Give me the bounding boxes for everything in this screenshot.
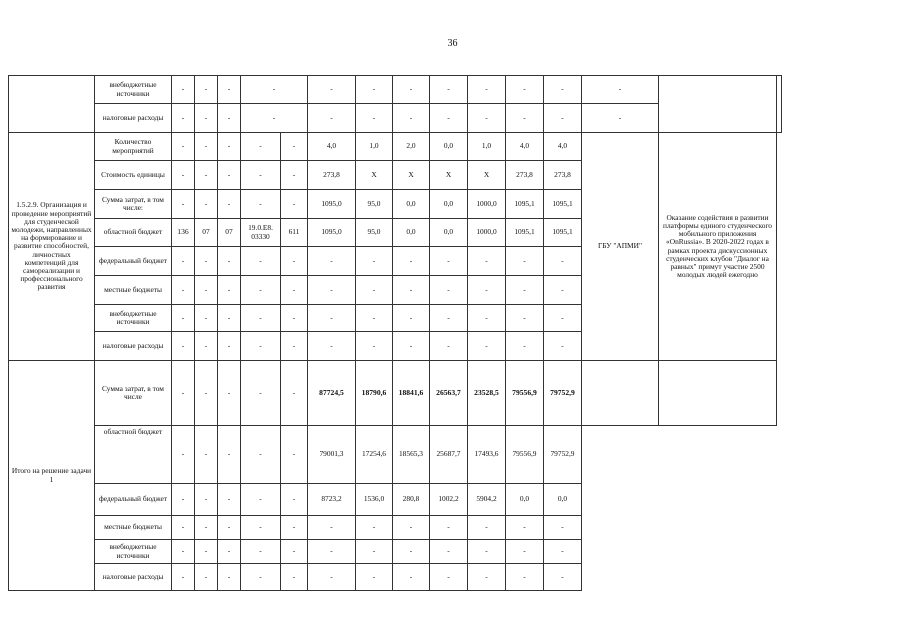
table-cell: -: [195, 104, 218, 133]
table-cell: -: [241, 76, 308, 104]
table-cell: 0,0: [430, 133, 468, 161]
activity-name: 1.5.2.9. Организация и проведение мероприятий для студенческой молодежи, направленных на формирование и развитие способностей, личностных компетенций для самореализации и профессионального развития: [9, 133, 95, 361]
table-cell: -: [281, 484, 308, 516]
table-cell: 280,8: [393, 484, 430, 516]
table-cell: -: [468, 540, 506, 564]
table-cell: -: [356, 332, 393, 361]
table-cell: -: [356, 564, 393, 591]
table-cell: -: [468, 76, 506, 104]
indicator-cell: Стоимость единицы: [95, 161, 172, 190]
table-cell: -: [281, 564, 308, 591]
table-cell: 79752,9: [544, 426, 582, 484]
table-cell: -: [195, 332, 218, 361]
table-cell: -: [218, 76, 241, 104]
table-cell: 1002,2: [430, 484, 468, 516]
table-row: [9, 133, 782, 161]
table-cell: -: [241, 305, 281, 332]
table-cell: -: [172, 484, 195, 516]
table-cell: -: [281, 247, 308, 276]
table-cell: -: [241, 484, 281, 516]
table-cell: -: [241, 564, 281, 591]
table-cell: -: [430, 540, 468, 564]
table-cell: 95,0: [356, 219, 393, 247]
table-cell: -: [281, 133, 308, 161]
table-cell: -: [172, 161, 195, 190]
table-cell: -: [308, 276, 356, 305]
table-cell: -: [356, 76, 393, 104]
table-cell: -: [356, 276, 393, 305]
table-cell: -: [506, 76, 544, 104]
indicator-cell: Сумма затрат, в том числе: [95, 361, 172, 426]
table-cell: -: [582, 104, 659, 133]
result-cell: Оказание содействия в развитии платформы единого студенческого мобильного приложения «OnRussia». В 2020-2022 годах в рамках проекта дискуссионных студенческих клубов "Диалог на равных" примут участие 2500 молодых людей ежегодно: [659, 133, 777, 361]
table-cell: 87724,5: [308, 361, 356, 426]
table-cell: 1095,1: [506, 219, 544, 247]
table-cell: -: [393, 540, 430, 564]
table-cell: 273,8: [544, 161, 582, 190]
table-cell: -: [506, 332, 544, 361]
table-cell: 4,0: [308, 133, 356, 161]
indicator-cell: внебюджетные источники: [95, 540, 172, 564]
table-cell: -: [172, 190, 195, 219]
table-cell: -: [172, 76, 195, 104]
indicator-cell: местные бюджеты: [95, 516, 172, 540]
table-cell: -: [195, 276, 218, 305]
table-cell: -: [241, 426, 281, 484]
indicator-cell: налоговые расходы: [95, 104, 172, 133]
table-cell: 0,0: [430, 190, 468, 219]
table-cell: -: [393, 564, 430, 591]
table-cell: 95,0: [356, 190, 393, 219]
table-cell: -: [172, 104, 195, 133]
table-cell: Х: [393, 161, 430, 190]
table-cell: -: [356, 247, 393, 276]
table-cell: -: [172, 361, 195, 426]
table-row: [9, 76, 782, 104]
table-cell: -: [356, 516, 393, 540]
table-cell: -: [468, 516, 506, 540]
table-cell: -: [218, 247, 241, 276]
table-cell: -: [195, 247, 218, 276]
table-cell: 17254,6: [356, 426, 393, 484]
table-cell: -: [544, 104, 582, 133]
table-cell: -: [308, 516, 356, 540]
table-cell: -: [172, 133, 195, 161]
table-cell: -: [281, 516, 308, 540]
indicator-cell: федеральный бюджет: [95, 484, 172, 516]
table-cell: 1000,0: [468, 219, 506, 247]
table-cell: -: [241, 104, 308, 133]
table-cell: -: [195, 484, 218, 516]
table-cell: -: [393, 516, 430, 540]
table-cell: -: [218, 484, 241, 516]
table-cell: -: [506, 104, 544, 133]
table-cell: -: [430, 76, 468, 104]
table-cell: -: [195, 540, 218, 564]
table-cell: -: [544, 305, 582, 332]
table-cell: -: [308, 76, 356, 104]
table-cell: -: [195, 516, 218, 540]
table-cell: -: [281, 190, 308, 219]
indicator-cell: внебюджетные источники: [95, 76, 172, 104]
table-cell: -: [172, 247, 195, 276]
name-cell-empty: [9, 76, 95, 133]
table-cell: 1095,1: [544, 190, 582, 219]
table-cell: -: [195, 305, 218, 332]
table-cell: -: [281, 332, 308, 361]
result-cell-empty: [659, 361, 777, 426]
table-cell: -: [544, 564, 582, 591]
table-cell: 25687,7: [430, 426, 468, 484]
table-cell: -: [430, 516, 468, 540]
table-cell: -: [241, 161, 281, 190]
table-cell: -: [241, 540, 281, 564]
table-cell: -: [241, 276, 281, 305]
table-cell: -: [308, 564, 356, 591]
table-cell: -: [430, 247, 468, 276]
table-cell: -: [544, 332, 582, 361]
table-cell: -: [393, 305, 430, 332]
table-cell: 79752,9: [544, 361, 582, 426]
table-cell: -: [281, 305, 308, 332]
table-cell: -: [195, 161, 218, 190]
table-cell: -: [393, 332, 430, 361]
table-cell: -: [195, 190, 218, 219]
table-cell: 1,0: [468, 133, 506, 161]
table-cell: 5904,2: [468, 484, 506, 516]
table-cell: -: [506, 276, 544, 305]
table-cell: -: [241, 133, 281, 161]
table-cell: -: [582, 76, 659, 104]
table-cell: 18790,6: [356, 361, 393, 426]
table-cell: 07: [218, 219, 241, 247]
table-cell: 79556,9: [506, 361, 544, 426]
table-cell: Х: [356, 161, 393, 190]
table-cell: -: [468, 564, 506, 591]
table-cell: -: [172, 426, 195, 484]
table-cell: -: [506, 247, 544, 276]
result-cell-empty: [777, 76, 782, 133]
table-cell: -: [308, 305, 356, 332]
table-cell: -: [241, 361, 281, 426]
table-cell: -: [468, 104, 506, 133]
table-cell: -: [172, 564, 195, 591]
table-cell: 1536,0: [356, 484, 393, 516]
table-cell: -: [308, 104, 356, 133]
table-cell: -: [241, 247, 281, 276]
table-cell: 1095,1: [506, 190, 544, 219]
table-cell: -: [468, 305, 506, 332]
table-cell: -: [218, 426, 241, 484]
budget-table: [8, 75, 782, 591]
table-cell: -: [241, 516, 281, 540]
table-cell: -: [430, 276, 468, 305]
table-cell: -: [241, 190, 281, 219]
table-cell: -: [218, 361, 241, 426]
table-cell: 23528,5: [468, 361, 506, 426]
table-cell: -: [468, 276, 506, 305]
table-cell: -: [430, 332, 468, 361]
indicator-cell: областной бюджет: [95, 219, 172, 247]
table-cell: -: [506, 305, 544, 332]
table-cell: -: [506, 564, 544, 591]
page-number: 36: [447, 38, 458, 49]
indicator-cell: налоговые расходы: [95, 332, 172, 361]
table-cell: -: [430, 564, 468, 591]
table-cell: 18565,3: [393, 426, 430, 484]
table-cell: -: [393, 247, 430, 276]
table-cell: -: [468, 247, 506, 276]
table-cell: 1000,0: [468, 190, 506, 219]
executor-cell: ГБУ "АПМИ": [582, 133, 659, 361]
table-cell: 0,0: [430, 219, 468, 247]
table-cell: 611: [281, 219, 308, 247]
table-cell: 26563,7: [430, 361, 468, 426]
table-cell: -: [218, 133, 241, 161]
table-cell: 1095,0: [308, 190, 356, 219]
indicator-cell: Сумма затрат, в том числе:: [95, 190, 172, 219]
table-cell: -: [218, 540, 241, 564]
table-cell: 18841,6: [393, 361, 430, 426]
table-cell: -: [218, 190, 241, 219]
table-cell: 0,0: [393, 190, 430, 219]
table-cell: 0,0: [506, 484, 544, 516]
indicator-cell: федеральный бюджет: [95, 247, 172, 276]
table-cell: 0,0: [393, 219, 430, 247]
table-cell: -: [430, 104, 468, 133]
table-cell: -: [218, 332, 241, 361]
table-cell: -: [544, 516, 582, 540]
table-cell: 07: [195, 219, 218, 247]
table-cell: 136: [172, 219, 195, 247]
table-cell: 2,0: [393, 133, 430, 161]
executor-cell-empty: [659, 76, 777, 133]
table-cell: -: [172, 516, 195, 540]
table-cell: -: [218, 161, 241, 190]
table-cell: -: [281, 426, 308, 484]
total-name: Итого на решение задачи 1: [9, 361, 95, 591]
table-cell: -: [172, 276, 195, 305]
table-cell: -: [308, 332, 356, 361]
table-cell: Х: [430, 161, 468, 190]
table-cell: 8723,2: [308, 484, 356, 516]
table-cell: -: [218, 516, 241, 540]
table-cell: -: [356, 104, 393, 133]
table-cell: -: [172, 332, 195, 361]
table-cell: -: [218, 564, 241, 591]
table-cell: -: [218, 104, 241, 133]
table-cell: -: [308, 540, 356, 564]
table-cell: 79556,9: [506, 426, 544, 484]
table-cell: -: [241, 332, 281, 361]
blank-area: [582, 426, 777, 591]
table-cell: -: [468, 332, 506, 361]
table-cell: -: [281, 361, 308, 426]
table-cell: -: [308, 247, 356, 276]
table-cell: 273,8: [506, 161, 544, 190]
table-cell: -: [281, 540, 308, 564]
table-cell: -: [506, 516, 544, 540]
indicator-cell: областной бюджет: [95, 426, 172, 484]
table-cell: -: [195, 133, 218, 161]
table-cell: -: [195, 564, 218, 591]
table-cell: 19.0.E8. 03330: [241, 219, 281, 247]
indicator-cell: внебюджетные источники: [95, 305, 172, 332]
table-cell: -: [281, 161, 308, 190]
table-cell: 4,0: [544, 133, 582, 161]
table-cell: -: [218, 305, 241, 332]
table-cell: Х: [468, 161, 506, 190]
table-cell: -: [393, 276, 430, 305]
table-cell: 1095,0: [308, 219, 356, 247]
table-cell: -: [430, 305, 468, 332]
table-cell: -: [281, 276, 308, 305]
table-cell: -: [544, 76, 582, 104]
table-cell: 17493,6: [468, 426, 506, 484]
table-cell: -: [218, 276, 241, 305]
table-cell: 0,0: [544, 484, 582, 516]
table-cell: -: [195, 361, 218, 426]
table-cell: -: [544, 276, 582, 305]
indicator-cell: местные бюджеты: [95, 276, 172, 305]
table-cell: 1,0: [356, 133, 393, 161]
table-cell: -: [172, 305, 195, 332]
table-cell: -: [356, 540, 393, 564]
table-cell: -: [506, 540, 544, 564]
table-cell: 4,0: [506, 133, 544, 161]
table-cell: -: [544, 247, 582, 276]
table-row: [9, 426, 782, 484]
table-cell: 79001,3: [308, 426, 356, 484]
table-cell: -: [172, 540, 195, 564]
executor-cell-empty: [582, 361, 659, 426]
table-cell: -: [393, 104, 430, 133]
table-cell: -: [195, 76, 218, 104]
table-cell: -: [544, 540, 582, 564]
table-cell: -: [393, 76, 430, 104]
table-row: [9, 361, 782, 426]
table-cell: -: [356, 305, 393, 332]
table-cell: 1095,1: [544, 219, 582, 247]
table-cell: 273,8: [308, 161, 356, 190]
indicator-cell: налоговые расходы: [95, 564, 172, 591]
table-cell: -: [195, 426, 218, 484]
indicator-cell: Количество мероприятий: [95, 133, 172, 161]
